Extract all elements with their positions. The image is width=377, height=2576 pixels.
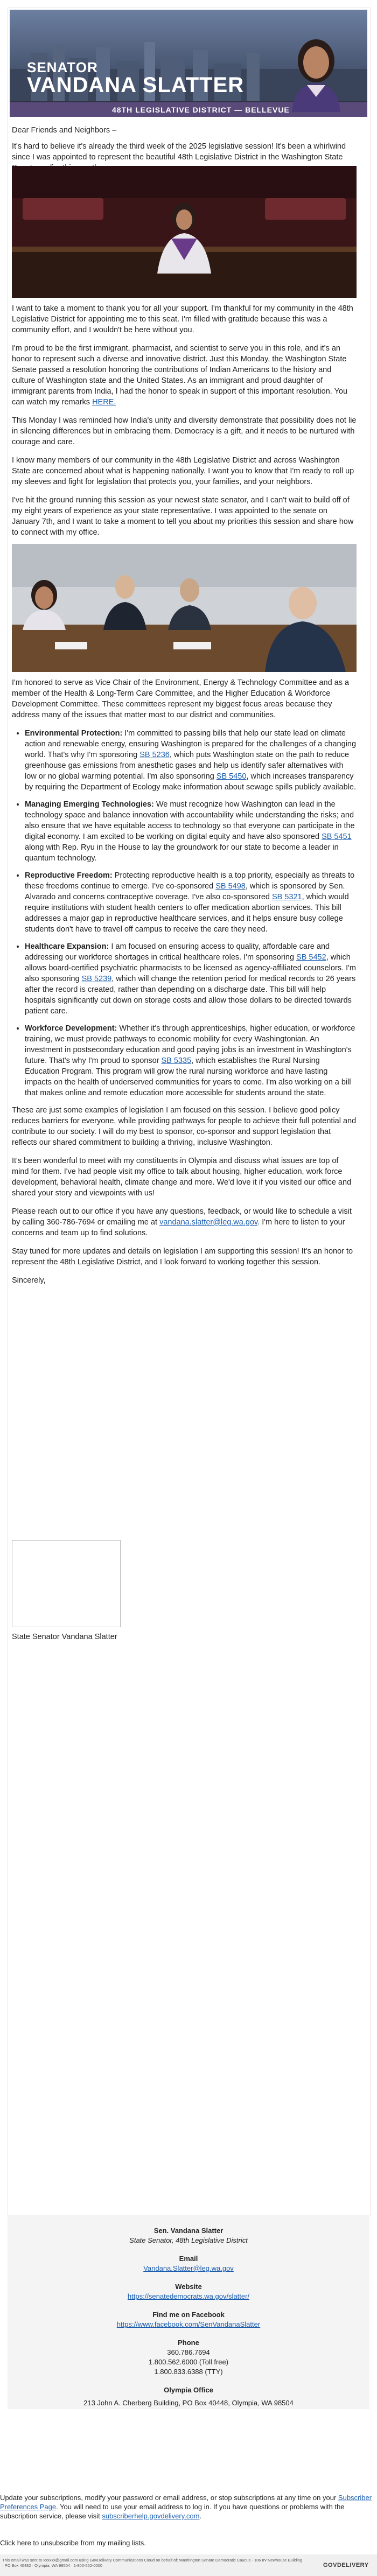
footer-phone-label: Phone	[178, 2339, 199, 2347]
issue-heading: Workforce Development:	[25, 1024, 117, 1033]
closing-paragraph: Stay tuned for more updates and details on legislation I am supporting this session! It's an honor to represent the 48th Legislative District, and I look forward to working together this session.	[12, 1247, 353, 1266]
legal-text: This email was sent to xxxxxx@gmail.com using GovDelivery Communications Cloud on behalf of: Washington Senate Democratic Caucus · 106 Irv Newhouse Building · PO Box 40482 · Olympia, WA 98504 · 1-800-562-6000	[2, 2558, 303, 2568]
remarks-link[interactable]: HERE.	[92, 398, 116, 407]
footer-email-label: Email	[179, 2255, 198, 2263]
committees-paragraph: I'm honored to serve as Vice Chair of the Environment, Energy & Technology Committee and as a member of the Health & Long-Term Care Committee, and the Higher Education & Workforce Development Committee. These committees represent my biggest focus areas because they address many of the issues that matter most to our district and communities.	[12, 678, 350, 719]
issue-heading: Environmental Protection:	[25, 729, 123, 738]
footer-website-link[interactable]: https://senatedemocrats.wa.gov/slatter/	[127, 2292, 250, 2300]
footer-phone-3: 1.800.833.6388 (TTY)	[154, 2368, 223, 2376]
issue-text: We must recognize how Washington can lead in the technology space and balance innovation with accountability while understanding the risks; and also ensure that we have equitable access to technology so that everyone can participate in the digital economy. I am excited to be working on digital equity and have also sponsored	[25, 800, 355, 841]
issue-text: , which establishes the Rural Nursing Education Program. This program will grow the rural nursing workforce and have lasting impacts on the health of underserved communities for years to come. I'm also working on a bill that makes online and remote education more accessible for students around the state.	[25, 1056, 351, 1097]
priority-issues-list	[12, 728, 357, 1098]
issue-text: I'm committed to passing bills that help our state lead on climate action and renewable energy, ensuring Washington is prepared for the challenges of a changing world. That's why I'm sponsoring	[25, 729, 357, 759]
banner-district: 48TH LEGISLATIVE DISTRICT — BELLEVUE	[112, 106, 290, 114]
footer-website-label: Website	[175, 2283, 202, 2291]
footer-phone-1: 360.786.7694	[167, 2348, 210, 2356]
subscriber-preferences-link[interactable]: Subscriber Preferences Page	[0, 2494, 372, 2511]
banner-name: VANDANA SLATTER	[27, 73, 245, 97]
contact-paragraph	[12, 1206, 357, 1238]
bill-link-sb5321[interactable]: SB 5321	[271, 893, 302, 901]
issue-workforce-development	[25, 1023, 357, 1098]
subscription-management	[0, 2493, 377, 2521]
issue-reproductive-freedom	[25, 870, 357, 935]
contact-text: Please reach out to our office if you have any questions, feedback, or would like to schedule a visit by calling 360-786-7694 or emailing me at	[12, 1207, 352, 1227]
contact-footer	[8, 2215, 369, 2409]
issue-text: , which is sponsored by Sen. Alvarado and concerns contraceptive coverage. I've also co-sponsored	[25, 882, 345, 901]
issue-text: , which increases transparency by requiring the Department of Ecology make information about sewage spills publicly available.	[25, 772, 356, 792]
issue-text: along with Rep. Ryu in the House to lay the groundwork for our state to become a leader in quantum technology.	[25, 843, 339, 863]
issue-text: , which will change the retention period for medical records to 26 years after the record is created, rather than depending on a discharge date. This bill will help hospitals significantly cut down on storage costs and allow those dollars to be directed towards patient care.	[25, 975, 356, 1016]
signature-line	[12, 1632, 357, 1642]
policy-paragraph: These are just some examples of legislation I am focused on this session. I believe good policy reduces barriers for everyone, while providing pathways for people to achieve their full potential and contribute to our society. I will do my best to sponsor, co-sponsor and support legislation that reflects our shared commitment to building a thriving, inclusive Washington.	[12, 1106, 357, 1147]
email-link[interactable]: vandana.slatter@leg.wa.gov	[159, 1218, 258, 1227]
visits-paragraph: It's been wonderful to meet with my constituents in Olympia and discuss what issues are top of mind for them. I've had people visit my office to talk about housing, higher education, work force development, behavioral health, climate change and more. We'd love it if you visited our office and shared your story and viewpoints with us!	[12, 1157, 352, 1198]
footer-email-link[interactable]: Vandana.Slatter@leg.wa.gov	[143, 2264, 234, 2272]
bill-link-sb5451[interactable]: SB 5451	[322, 832, 352, 841]
footer-facebook-link[interactable]: https://www.facebook.com/SenVandanaSlatter	[116, 2320, 261, 2328]
letter-body-top	[12, 303, 357, 538]
democracy-paragraph: This Monday I was reminded how India's unity and diversity demonstrate that possibility does not lie in silencing differences but in embracing them. Democracy is a gift, and it needs to be nurtured with courage and care.	[12, 416, 357, 446]
unsubscribe-row	[0, 2538, 377, 2547]
issue-healthcare-expansion	[25, 941, 357, 1017]
issue-text: Protecting reproductive health is a top priority, especially as threats to these freedoms continue to emerge. I've co-sponsored	[25, 871, 355, 891]
footer-office-address: 213 John A. Cherberg Building, PO Box 40448, Olympia, WA 98504	[83, 2399, 294, 2407]
footer-phone-2: 1.800.562.6000 (Toll free)	[148, 2358, 229, 2366]
header-banner	[10, 10, 367, 117]
identity-paragraph	[12, 343, 357, 408]
bill-link-sb5498[interactable]: SB 5498	[215, 882, 246, 891]
greeting: Dear Friends and Neighbors –	[12, 126, 117, 135]
sign-off: Sincerely,	[12, 1276, 46, 1285]
banner-title: SENATOR	[27, 59, 98, 75]
issue-environmental-protection	[25, 728, 357, 793]
bill-link-sb5239[interactable]: SB 5239	[81, 975, 112, 983]
senator-portrait	[287, 31, 346, 112]
issue-emerging-technologies	[25, 799, 357, 864]
issue-text: Whether it's through apprenticeships, higher education, or workforce training, we must provide pathways to economic mobility for every Washingtonian. An investment in postsecondary education and good paying jobs is an investment in Washington's future. That's why I'm proud to sponsor	[25, 1024, 355, 1065]
manage-text: .	[199, 2512, 202, 2520]
footer-facebook-label: Find me on Facebook	[152, 2311, 225, 2319]
signature-name: State Senator Vandana Slatter	[12, 1633, 117, 1641]
govdelivery-logo: GOVDELIVERY	[323, 2562, 369, 2568]
issue-heading: Managing Emerging Technologies:	[25, 800, 154, 809]
manage-text: . You will need to use your email address to log in. If you have questions or problems with the subscription service, please visit	[0, 2503, 345, 2520]
concern-paragraph: I know many members of our community in the 48th Legislative District and across Washington State are concerned about what is happening nationally. I want you to know that I'm ready to roll up my sleeves and fight for legislation that protects you, your families, and your neighbors.	[12, 456, 354, 486]
footer-office-label: Olympia Office	[164, 2386, 213, 2394]
subscriber-help-link[interactable]: subscriberhelp.govdelivery.com	[102, 2512, 200, 2520]
priorities-paragraph: I've hit the ground running this session as your newest state senator, and I can't wait to build off of my eight years of experience as your state representative. I was appointed to the senate on January 7th, and I want to take a moment to tell you about my priorities this session and share how to connect with my office.	[12, 496, 354, 537]
unsubscribe-link[interactable]: Click here to unsubscribe from my mailing lists.	[0, 2539, 146, 2547]
issue-heading: Healthcare Expansion:	[25, 942, 109, 951]
contact-text: . I'm here to listen to your concerns and team up to find solutions.	[12, 1218, 345, 1237]
issue-heading: Reproductive Freedom:	[25, 871, 113, 880]
intro-paragraph: It's hard to believe it's already the third week of the 2025 legislative session! It's been a whirlwind since I was appointed to represent the beautiful 48th Legislative District in the Washington State	[12, 142, 346, 162]
identity-text: I'm proud to be the first immigrant, pharmacist, and scientist to serve you in this role, and it's an honor to represent such a diverse and innovative district. Just this Monday, the Washington State Senate passed a resolution honoring the contributions of Indian Americans to the history and culture of Washington state and the United States. As an immigrant and proud daughter of immigrant parents from India, I had the honor to speak in support of this important resolution. You can watch my remarks	[12, 344, 348, 407]
thanks-paragraph: I want to take a moment to thank you for all your support. I'm thankful for my community in the 48th Legislative District for appointing me to this seat. I'm filled with gratitude because this was a community effort, and I wouldn't be here without you.	[12, 304, 353, 334]
committee-hearing-photo	[12, 544, 357, 672]
senate-chamber-photo	[12, 166, 357, 298]
manage-text: Update your subscriptions, modify your password or email address, or stop subscriptions at any time on your	[0, 2494, 337, 2502]
issue-text: , which puts Washington state on the path to reduce greenhouse gas emissions from anesthetic gases and help us identify safer alternatives with low or no global warming potential. I'm also sponsoring	[25, 751, 350, 781]
signature-image	[12, 1540, 121, 1627]
legal-footer	[0, 2554, 377, 2576]
issue-text: , which would require institutions with student health centers to offer medication abortion services. This bill addresses a major gap in reproductive healthcare services, and it helps ensure busy college students don't have to travel off campus to receive the care they need.	[25, 893, 349, 934]
bill-link-sb5450[interactable]: SB 5450	[216, 772, 247, 781]
bill-link-sb5236[interactable]: SB 5236	[139, 751, 170, 759]
issue-text: , which allows board-certified psychiatric pharmacists to be licensed as agency-affiliated counselors. I'm also sponsoring	[25, 953, 357, 983]
footer-name: Sen. Vandana Slatter	[153, 2227, 224, 2235]
bill-link-sb5335[interactable]: SB 5335	[161, 1056, 192, 1065]
letter-body-issues	[12, 677, 357, 1286]
footer-role: State Senator, 48th Legislative District	[129, 2236, 248, 2244]
issue-text: I am focused on ensuring access to quality, affordable care and addressing our workforce shortages in critical healthcare roles. I'm sponsoring	[25, 942, 330, 962]
bill-link-sb5452[interactable]: SB 5452	[296, 953, 326, 962]
